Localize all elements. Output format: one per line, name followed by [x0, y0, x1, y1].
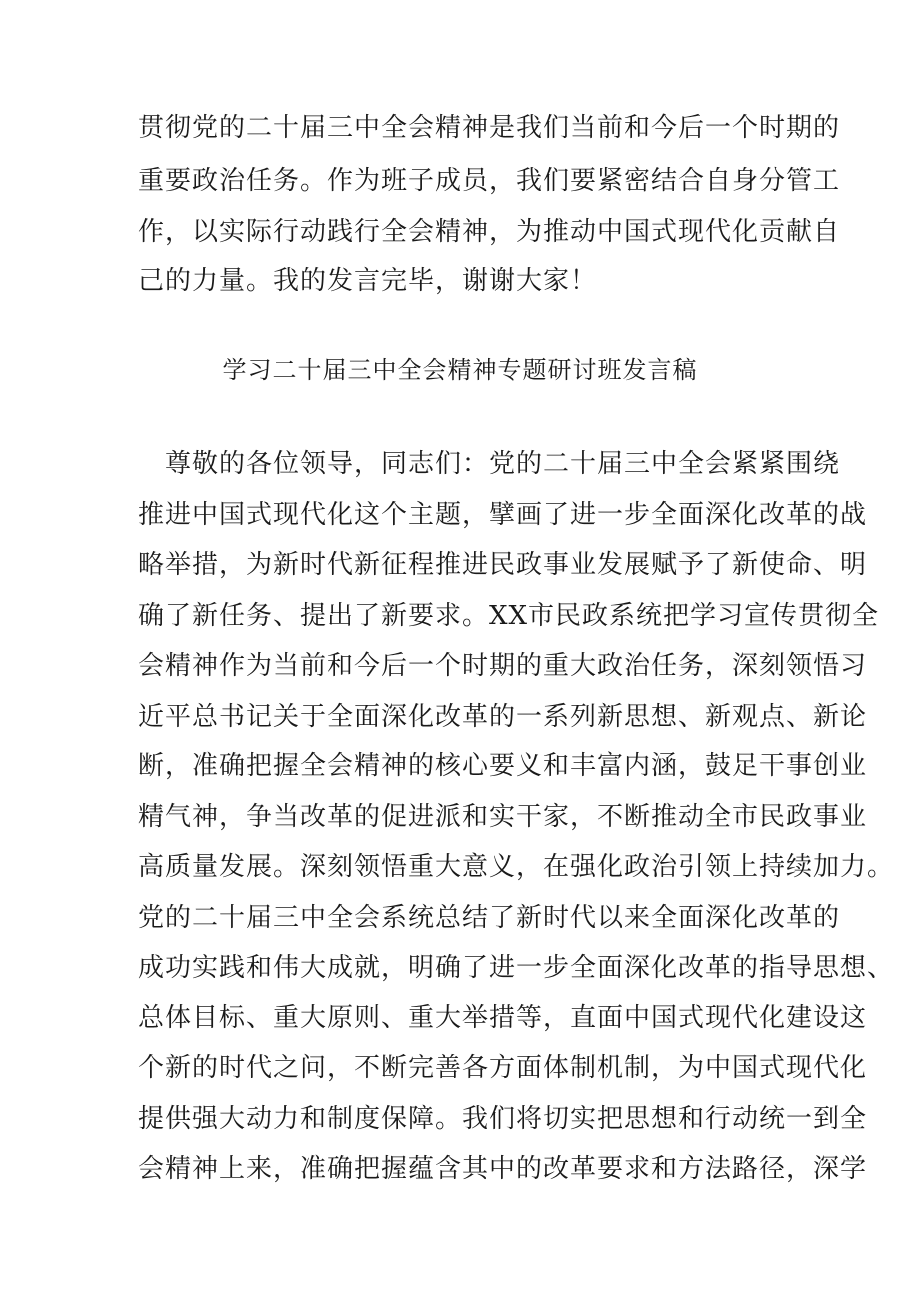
body-line-3: 略举措，为新时代新征程推进民政事业发展赋予了新使命、明 [138, 550, 868, 580]
body-line-12: 总体目标、重大原则、重大举措等，直面中国式现代化建设这 [138, 1003, 868, 1033]
body-line-2: 推进中国式现代化这个主题，擘画了进一步全面深化改革的战 [138, 500, 868, 530]
closing-line-4: 己的力量。我的发言完毕，谢谢大家！ [138, 266, 598, 296]
body-line-10: 党的二十届三中全会系统总结了新时代以来全面深化改革的 [138, 903, 841, 933]
body-line-1: 尊敬的各位领导，同志们：党的二十届三中全会紧紧围绕 [138, 449, 841, 479]
body-line-9: 高质量发展。深刻领悟重大意义，在强化政治引领上持续加力。 [138, 852, 895, 882]
body-line-13: 个新的时代之问，不断完善各方面体制机制，为中国式现代化 [138, 1053, 868, 1083]
body-line-14: 提供强大动力和制度保障。我们将切实把思想和行动统一到全 [138, 1104, 868, 1134]
closing-line-2: 重要政治任务。作为班子成员，我们要紧密结合自身分管工 [138, 166, 841, 196]
body-line-15: 会精神上来，准确把握蕴含其中的改革要求和方法路径，深学 [138, 1154, 868, 1184]
body-line-8: 精气神，争当改革的促进派和实干家，不断推动全市民政事业 [138, 802, 868, 832]
closing-line-1: 贯彻党的二十届三中全会精神是我们当前和今后一个时期的 [138, 113, 841, 143]
body-line-5: 会精神作为当前和今后一个时期的重大政治任务，深刻领悟习 [138, 651, 868, 681]
body-line-11: 成功实践和伟大成就，明确了进一步全面深化改革的指导思想、 [138, 953, 895, 983]
body-line-6: 近平总书记关于全面深化改革的一系列新思想、新观点、新论 [138, 702, 868, 732]
section-title: 学习二十届三中全会精神专题研讨班发言稿 [222, 356, 698, 384]
body-line-4: 确了新任务、提出了新要求。XX市民政系统把学习宣传贯彻全 [138, 601, 880, 631]
body-line-7: 断，准确把握全会精神的核心要义和丰富内涵，鼓足干事创业 [138, 751, 868, 781]
closing-line-3: 作，以实际行动践行全会精神，为推动中国式现代化贡献自 [138, 217, 841, 247]
